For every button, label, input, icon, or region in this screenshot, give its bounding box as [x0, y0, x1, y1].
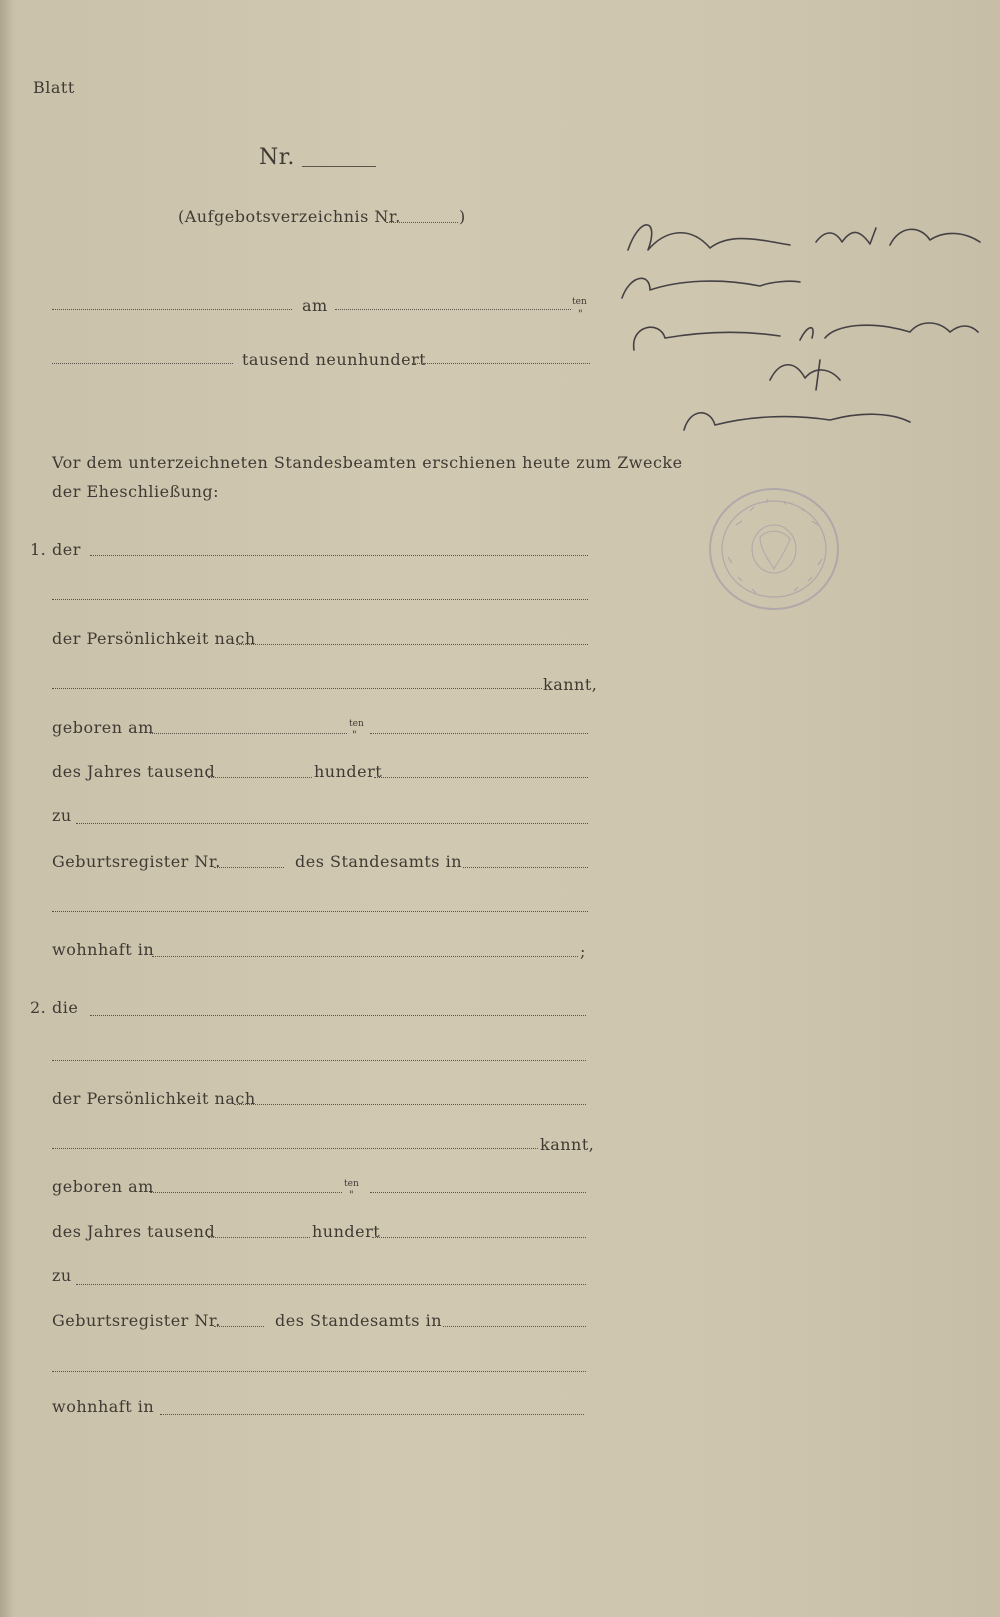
person1-born-day-field[interactable] [150, 733, 347, 734]
person2-article: die [52, 998, 79, 1017]
aufgebot-close: ) [459, 207, 466, 226]
person1-year-field[interactable] [208, 777, 312, 778]
person2-name-field-2[interactable] [52, 1060, 586, 1061]
person1-identity-field[interactable] [236, 644, 588, 645]
year-label: tausend neunhundert [242, 350, 427, 369]
person1-known-field[interactable] [52, 688, 542, 689]
person2-born-label: geboren am [52, 1177, 154, 1196]
person1-ditto-mark: " [352, 730, 357, 741]
person1-known-label: kannt, [543, 675, 598, 694]
person1-ten-suffix: ten [349, 719, 364, 729]
person2-residence-label: wohnhaft in [52, 1397, 155, 1416]
person2-office-field[interactable] [443, 1326, 586, 1327]
person1-article: der [52, 540, 81, 559]
person2-office-label: des Standesamts in [275, 1311, 443, 1330]
person1-office-field-2[interactable] [52, 911, 588, 912]
person2-office-field-2[interactable] [52, 1371, 586, 1372]
person1-office-field[interactable] [463, 867, 588, 868]
ditto-mark: " [578, 309, 583, 320]
handwritten-annotation [620, 220, 990, 460]
person2-place-label: zu [52, 1266, 72, 1285]
ten-suffix: ten [572, 297, 587, 307]
person1-place-field[interactable] [76, 823, 588, 824]
person2-hundred-label: hundert [312, 1222, 381, 1241]
person2-born-month-field[interactable] [370, 1192, 586, 1193]
person1-name-field[interactable] [90, 555, 588, 556]
person2-place-field[interactable] [76, 1284, 586, 1285]
blatt-label: Blatt [33, 78, 75, 97]
nr-field[interactable] [302, 166, 376, 167]
person2-known-label: kannt, [540, 1135, 595, 1154]
person2-identity-label: der Persönlichkeit nach [52, 1089, 256, 1108]
date-day-field[interactable] [52, 309, 292, 310]
person2-year-suffix-field[interactable] [372, 1237, 586, 1238]
person1-year-suffix-field[interactable] [374, 777, 588, 778]
official-seal-icon [706, 485, 842, 613]
intro-line-2: der Eheschließung: [52, 482, 220, 501]
person1-register-label: Geburtsregister Nr. [52, 852, 221, 871]
person1-register-field[interactable] [214, 867, 284, 868]
date-month-field[interactable] [335, 309, 571, 310]
person2-year-field[interactable] [208, 1237, 310, 1238]
person1-place-label: zu [52, 806, 72, 825]
date-year-prefix-field[interactable] [52, 363, 233, 364]
person2-year-label: des Jahres tausend [52, 1222, 216, 1241]
nr-label: Nr. [259, 145, 295, 170]
person2-residence-field[interactable] [160, 1414, 584, 1415]
person1-identity-label: der Persönlichkeit nach [52, 629, 256, 648]
am-label: am [302, 296, 328, 315]
person2-identity-field[interactable] [234, 1104, 586, 1105]
page-edge-shadow [0, 0, 14, 1617]
person1-residence-field[interactable] [152, 956, 578, 957]
person2-ditto-mark: " [349, 1190, 354, 1201]
aufgebot-nr-field[interactable] [386, 222, 458, 223]
person2-born-day-field[interactable] [150, 1192, 342, 1193]
aufgebot-label: (Aufgebotsverzeichnis Nr. [178, 207, 401, 226]
person2-ten-suffix: ten [344, 1179, 359, 1189]
person1-name-field-2[interactable] [52, 599, 588, 600]
person1-end-mark: ; [580, 942, 586, 961]
intro-line-1: Vor dem unterzeichneten Standesbeamten erschienen heute zum Zwecke [52, 453, 683, 472]
person2-known-field[interactable] [52, 1148, 538, 1149]
person1-born-label: geboren am [52, 718, 154, 737]
person1-year-label: des Jahres tausend [52, 762, 216, 781]
person1-hundred-label: hundert [314, 762, 383, 781]
person1-residence-label: wohnhaft in [52, 940, 155, 959]
person2-name-field[interactable] [90, 1015, 586, 1016]
person2-register-field[interactable] [214, 1326, 264, 1327]
person1-number: 1. [30, 540, 47, 559]
person2-register-label: Geburtsregister Nr. [52, 1311, 221, 1330]
person2-number: 2. [30, 998, 47, 1017]
person1-office-label: des Standesamts in [295, 852, 463, 871]
person1-born-month-field[interactable] [370, 733, 588, 734]
date-year-suffix-field[interactable] [412, 363, 590, 364]
